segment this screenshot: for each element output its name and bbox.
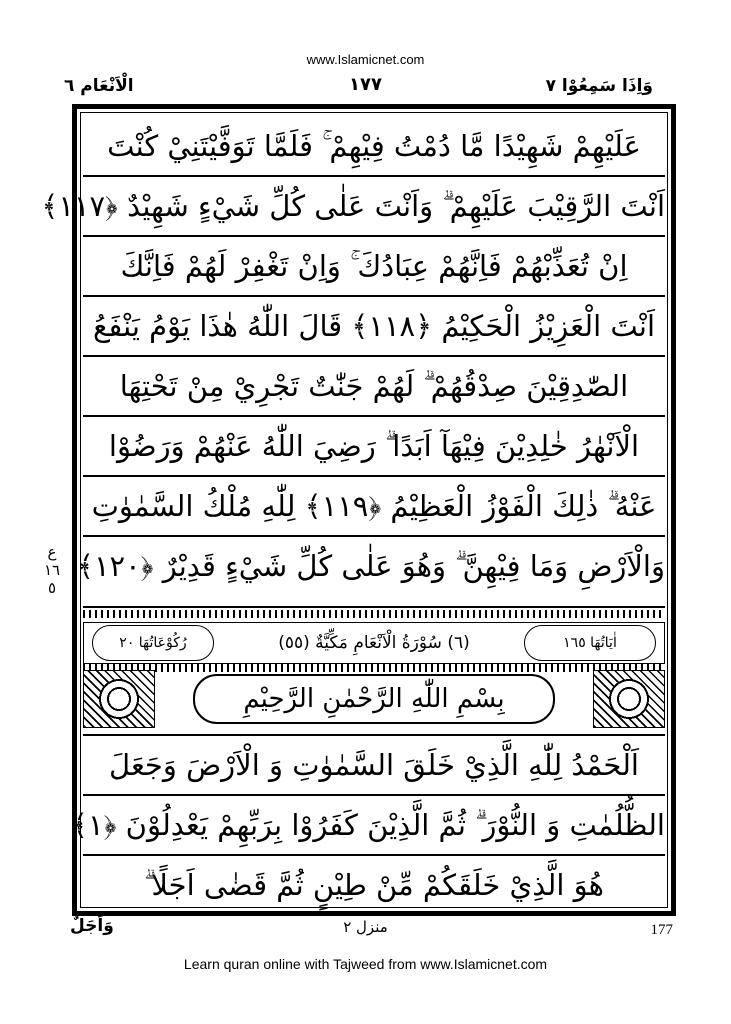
ayat-count: اٰيَاتُهَا ١٦٥ [524, 625, 656, 661]
verse-line: الصّٰدِقِيْنَ صِدْقُهُمْ ۗ لَهُمْ جَنّٰتٌ تَجْرِيْ مِنْ تَحْتِهَا [83, 357, 665, 417]
next-page-catchword: وَاَجَلٌ [70, 916, 114, 936]
verse-line: اَلْحَمْدُ لِلّٰهِ الَّذِيْ خَلَقَ السَّمٰوٰتِ وَ الْاَرْضَ وَجَعَلَ [83, 736, 665, 796]
verse-line: الْاَنْهٰرُ خٰلِدِيْنَ فِيْهَآ اَبَدًا ۗ رَضِيَ اللّٰهُ عَنْهُمْ وَرَضُوْا [83, 417, 665, 477]
ruku-count: رُكُوْعَاتُهَا ٢٠ [92, 625, 214, 661]
surah-title: الْاَنْعَام ٦ [64, 76, 134, 96]
verse-line: عَلَيْهِمْ شَهِيْدًا مَّا دُمْتُ فِيْهِمْ ۚ فَلَمَّا تَوَفَّيْتَنِيْ كُنْتَ [83, 117, 665, 177]
ornament-band [83, 610, 665, 618]
verse-line: الظُّلُمٰتِ وَ النُّوْرَ ۗ ثُمَّ الَّذِيْنَ كَفَرُوْا بِرَبِّهِمْ يَعْدِلُوْنَ ﴿١﴾ [83, 796, 665, 856]
verse-line: اَنْتَ الرَّقِيْبَ عَلَيْهِمْ ۗ وَاَنْتَ عَلٰى كُلِّ شَيْءٍ شَهِيْدٌ ﴿١١٧﴾ [83, 177, 665, 237]
ornament-icon [593, 670, 665, 728]
surah-header-box [83, 606, 665, 736]
juz-title: وَاِذَا سَمِعُوْا ٧ [545, 76, 653, 96]
verse-line: وَالْاَرْضِ وَمَا فِيْهِنَّ ۗ وَهُوَ عَلٰى كُلِّ شَيْءٍ قَدِيْرٌ ﴿١٢٠﴾ [76, 549, 665, 583]
ruku-margin-mark: ع ١٦ ٥ [43, 543, 61, 597]
verse-line: اِنْ تُعَذِّبْهُمْ فَاِنَّهُمْ عِبَادُكَ ۚ وَاِنْ تَغْفِرْ لَهُمْ فَاِنَّكَ [83, 237, 665, 297]
verse-line: اَنْتَ الْعَزِيْزُ الْحَكِيْمُ ﴿١١٨﴾ قَالَ اللّٰهُ هٰذَا يَوْمُ يَنْفَعُ [83, 297, 665, 357]
ornament-icon [83, 670, 155, 728]
page-number-arabic: ١٧٧ [349, 74, 382, 95]
manzil-label: منزل ٢ [343, 918, 388, 936]
verse-line: عَنْهُ ۗ ذٰلِكَ الْفَوْزُ الْعَظِيْمُ ﴿١١٩﴾ لِلّٰهِ مُلْكُ السَّمٰوٰتِ [83, 477, 665, 537]
surah-name: (٦) سُوْرَةُ الْاَنْعَامِ مَكِّيَّةٌ (٥٥) [278, 633, 470, 653]
site-url-top: www.Islamicnet.com [306, 52, 425, 67]
bismillah: بِسْمِ اللّٰهِ الرَّحْمٰنِ الرَّحِيْمِ [193, 674, 555, 724]
site-url-bottom: Learn quran online with Tajweed from www.Islamicnet.com [183, 956, 548, 972]
page-number: 177 [650, 922, 673, 938]
surah-title-row [83, 622, 665, 664]
bismillah-row [83, 670, 665, 726]
verse-line: هُوَ الَّذِيْ خَلَقَكُمْ مِّنْ طِيْنٍ ثُمَّ قَضٰى اَجَلًا ۗ [144, 868, 604, 902]
